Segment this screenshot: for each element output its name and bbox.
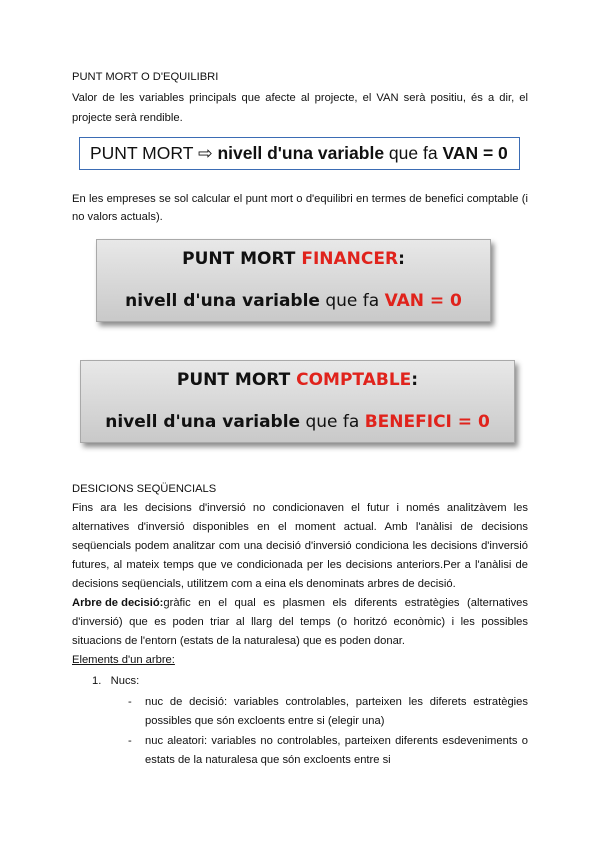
para3-line-1: Fins ara les decisions d'inversió no condicionaven el futur i només analitzàvem les [72,502,528,514]
list-dash-1: - [128,696,132,708]
random-node-line-2: estats de la naturalesa que són excloents entre si [145,754,391,766]
intro-line-1: Valor de les variables principals que afecte al projecte, el VAN serà positiu, és a dir, el [72,92,528,104]
tree-definition-term: Arbre de decisió: [72,597,164,609]
para2-line-2: no valors actuals). [72,211,163,223]
financial-break-even-box [96,239,491,322]
para2-line-1: En les empreses se sol calcular el punt mort o d'equilibri en termes de benefici comptable (i [72,193,528,205]
para3-line-3: seqüencials podem analitzar com una decisió d'inversió condiciona les decisions d'inversió [72,540,528,552]
financial-box-definition: nivell d'una variable que fa VAN = 0 [125,291,462,311]
random-node-line-1: nuc aleatori: variables no controlables, parteixen diferents esdeveniments o [145,735,528,747]
accounting-box-definition: nivell d'una variable que fa BENEFICI = 0 [105,412,490,432]
heading-punt-mort: PUNT MORT O D'EQUILIBRI [72,71,219,83]
elements-heading: Elements d'un arbre: [72,654,175,666]
para3-line-4: futures, al mateix temps que ve condicionada per les decisions anteriors.Per a l'anàlisi de [72,559,528,571]
decision-node-line-2: possibles que són excloents entre si (elegir una) [145,715,385,727]
definition-box [79,137,520,170]
para3-line-5: decisions seqüencials, utilitzem com a eina els denominats arbres de decisió. [72,578,456,590]
definition-level: nivell d'una variable [212,143,385,163]
accounting-label: COMPTABLE [296,370,412,390]
definition-connector: que fa [384,143,443,163]
accounting-box-title: PUNT MORT COMPTABLE: [176,370,419,390]
para3-line-2: alternatives d'inversió disponibles en el moment actual. Amb l'anàlisi de decisions [72,521,528,533]
arrow-right-icon: ⇨ [197,143,213,163]
intro-line-2: projecte serà rendible. [72,112,183,124]
decision-node-line-1: nuc de decisió: variables controlables, parteixen les diferets estratègies [145,696,528,708]
list-dash-2: - [128,735,132,747]
financial-box-title: PUNT MORT FINANCER: [182,249,405,269]
tree-definition-line-3: situacions de l'entorn (estats de la naturalesa) que es poden donar. [72,635,406,647]
accounting-break-even-box [80,360,515,443]
tree-definition-line-2: d'inversió) que es poden triar al llarg del temps (o horitzó econòmic) i les possibles [72,616,528,628]
definition-condition: VAN = 0 [442,143,508,163]
definition-term: PUNT MORT [90,143,198,163]
financial-label: FINANCER [301,249,399,269]
list-item-nucs: 1. Nucs: [92,675,140,687]
heading-sequential-decisions: DESICIONS SEQÜENCIALS [72,483,217,495]
tree-definition-line-1: Arbre de decisió: gràfic en el qual es plasmen els diferents estratègies (alternatives [72,594,528,613]
